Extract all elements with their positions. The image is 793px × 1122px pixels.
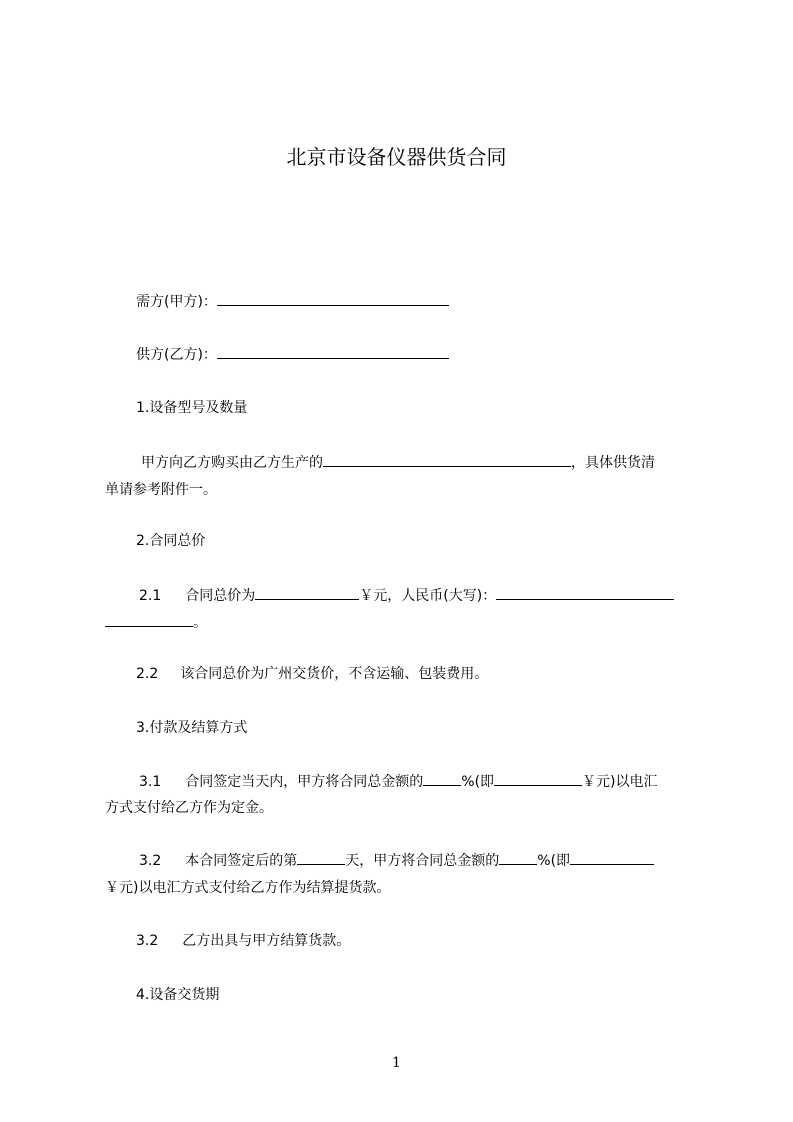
party-a-label: 需方(甲方)： xyxy=(136,294,217,310)
section-1-para-line-2: 单请参考附件一。 xyxy=(105,482,217,498)
deposit-percent-blank xyxy=(423,771,461,786)
s1-text-b: ，具体供货清 xyxy=(571,455,655,471)
payment-amount-blank xyxy=(570,850,654,865)
total-price-blank xyxy=(255,585,359,600)
clause-2-2-number: 2.2 xyxy=(136,666,159,682)
party-b-blank xyxy=(217,344,449,359)
c31-text-a: 合同签定当天内，甲方将合同总金额的 xyxy=(185,774,424,790)
s1-text-a: 甲方向乙方购买由乙方生产的 xyxy=(141,455,323,471)
clause-3-2-line-1 xyxy=(139,850,654,871)
c21-text-b: ￥元，人民币(大写)： xyxy=(359,588,497,604)
c31-text-c: ￥元)以电汇 xyxy=(582,774,658,790)
c33-text: 乙方出具与甲方结算货款。 xyxy=(182,933,351,949)
c22-text: 该合同总价为广州交货价，不含运输、包装费用。 xyxy=(180,666,489,682)
party-a-line xyxy=(136,291,449,312)
section-2-heading: 2.合同总价 xyxy=(136,533,206,549)
clause-3-1-line-2: 方式支付给乙方作为定金。 xyxy=(105,800,273,816)
section-4-heading: 4.设备交货期 xyxy=(136,987,220,1003)
clause-2-1-line-2 xyxy=(105,612,207,633)
clause-2-1-line-1 xyxy=(139,585,674,606)
section-1-para-line-1 xyxy=(141,452,655,473)
c21-text-a: 合同总价为 xyxy=(185,588,256,604)
day-blank xyxy=(297,850,345,865)
c32-text-a: 本合同签定后的第 xyxy=(185,853,298,869)
section-3-heading: 3.付款及结算方式 xyxy=(136,720,248,736)
party-b-label: 供方(乙方)： xyxy=(136,347,217,363)
clause-2-2 xyxy=(136,664,488,684)
c21-text-c: 。 xyxy=(193,615,207,631)
party-b-line xyxy=(136,344,449,365)
c32-text-c: %(即 xyxy=(537,853,571,869)
document-title: 北京市设备仪器供货合同 xyxy=(286,145,507,169)
deposit-amount-blank xyxy=(494,771,582,786)
rmb-uppercase-blank-cont xyxy=(105,612,193,627)
rmb-uppercase-blank xyxy=(496,585,674,600)
clause-2-1-number: 2.1 xyxy=(139,588,162,604)
c31-text-b: %(即 xyxy=(461,774,495,790)
clause-3-2-line-2: ￥元)以电汇方式支付给乙方作为结算提货款。 xyxy=(105,880,391,896)
clause-3-2-number: 3.2 xyxy=(139,853,162,869)
clause-3-3-number: 3.2 xyxy=(136,933,159,949)
section-1-heading: 1.设备型号及数量 xyxy=(136,400,248,416)
product-blank xyxy=(323,452,571,467)
payment-percent-blank xyxy=(499,850,537,865)
clause-3-1-number: 3.1 xyxy=(139,774,162,790)
page-number: 1 xyxy=(392,1055,401,1071)
clause-3-3 xyxy=(136,931,350,951)
party-a-blank xyxy=(217,291,449,306)
c32-text-b: 天，甲方将合同总金额的 xyxy=(345,853,500,869)
clause-3-1-line-1 xyxy=(139,771,658,792)
